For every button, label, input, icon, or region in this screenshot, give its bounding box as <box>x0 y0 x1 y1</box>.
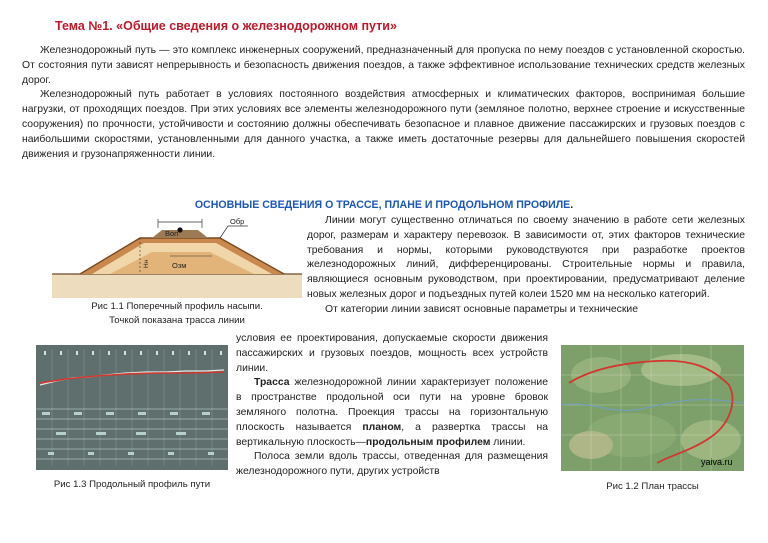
intro-paragraph-2: Железнодорожный путь работает в условиях постоянного воздействия атмосферных и климатических факторов, воспринимая большие нагрузки, от проходящих поездов. При этих условиях все элементы железнодорожного пути (земляное полотно, верхнее строение и искусственные сооружения) по прочности, устойчивости и состоянию должны обеспечивать безопасное и плавное движение пассажирских и грузовых поездов с наибольшими скоростями, установленными для данного участка, а также иметь достаточные резервы для дальнейшего повышения скоростей движения и грузонапряженности линии. <box>22 89 745 160</box>
page-title: Тема №1. «Общие сведения о железнодорожном пути» <box>55 19 397 33</box>
intro-text <box>22 44 745 162</box>
route-plan-map-figure <box>561 345 744 471</box>
ground-layer <box>52 274 302 298</box>
embankment-cross-section-figure <box>52 216 302 298</box>
label-ozm: Озм <box>172 261 187 270</box>
longitudinal-profile-figure <box>36 345 228 470</box>
figure-3-caption: Рис 1.3 Продольный профиль пути <box>53 479 211 490</box>
label-obr: Обр <box>230 217 245 226</box>
section-heading: ОСНОВНЫЕ СВЕДЕНИЯ О ТРАССЕ, ПЛАНЕ И ПРОДОЛЬНОМ ПРОФИЛЕ. <box>194 199 574 211</box>
intro-paragraph-1: Железнодорожный путь — это комплекс инженерных сооружений, предназначенный для пропуска по нему поездов с установленной скоростью. От состояния пути зависят непрерывность и безопасность движения поездов, а также эффективное использование технических средств железных дорог. <box>22 45 745 86</box>
figure-1-caption: Рис 1.1 Поперечный профиль насыпи. Точкой показана трасса линии <box>91 301 263 326</box>
label-hn: Нн <box>143 259 150 268</box>
paragraph-trassa: Трасса железнодорожной линии характеризует положение в пространстве продольной оси пути на уровне бровок земляного полотна. Проекция трассы на горизонтальную плоскость называется планом, а развертка трассы на вертикальную плоскость—продольным профилем линии. <box>236 377 548 448</box>
section-paragraph-middle <box>236 332 548 480</box>
figure-2-caption: Рис 1.2 План трассы <box>606 481 699 492</box>
label-bop: Воп <box>165 229 179 238</box>
paragraph-strip: Полоса земли вдоль трассы, отведенная для размещения железнодорожного пути, других устройств <box>236 451 548 478</box>
section-paragraph-1: Линии могут существенно отличаться по своему значению в работе сети железных дорог, размерам и характеру перевозок. В зависимости от, этих факторов технические требования и нормы, которыми руководствуются при разработке проектов железнодорожных линий, дифференцированы. Строительные нормы и правила, являющиеся основным руководством, при проектировании, предусматривают деление новых железных дорог и подъездных путей колеи 1520 мм на несколько категорий. От категории линии зависят основные параметры и технические <box>307 215 745 315</box>
map-watermark: yaiva.ru <box>701 457 733 467</box>
paragraph-conditions: условия ее проектирования, допускаемые скорости движения пассажирских и грузовых поездов, мощность всех устройств линии. <box>236 333 548 374</box>
